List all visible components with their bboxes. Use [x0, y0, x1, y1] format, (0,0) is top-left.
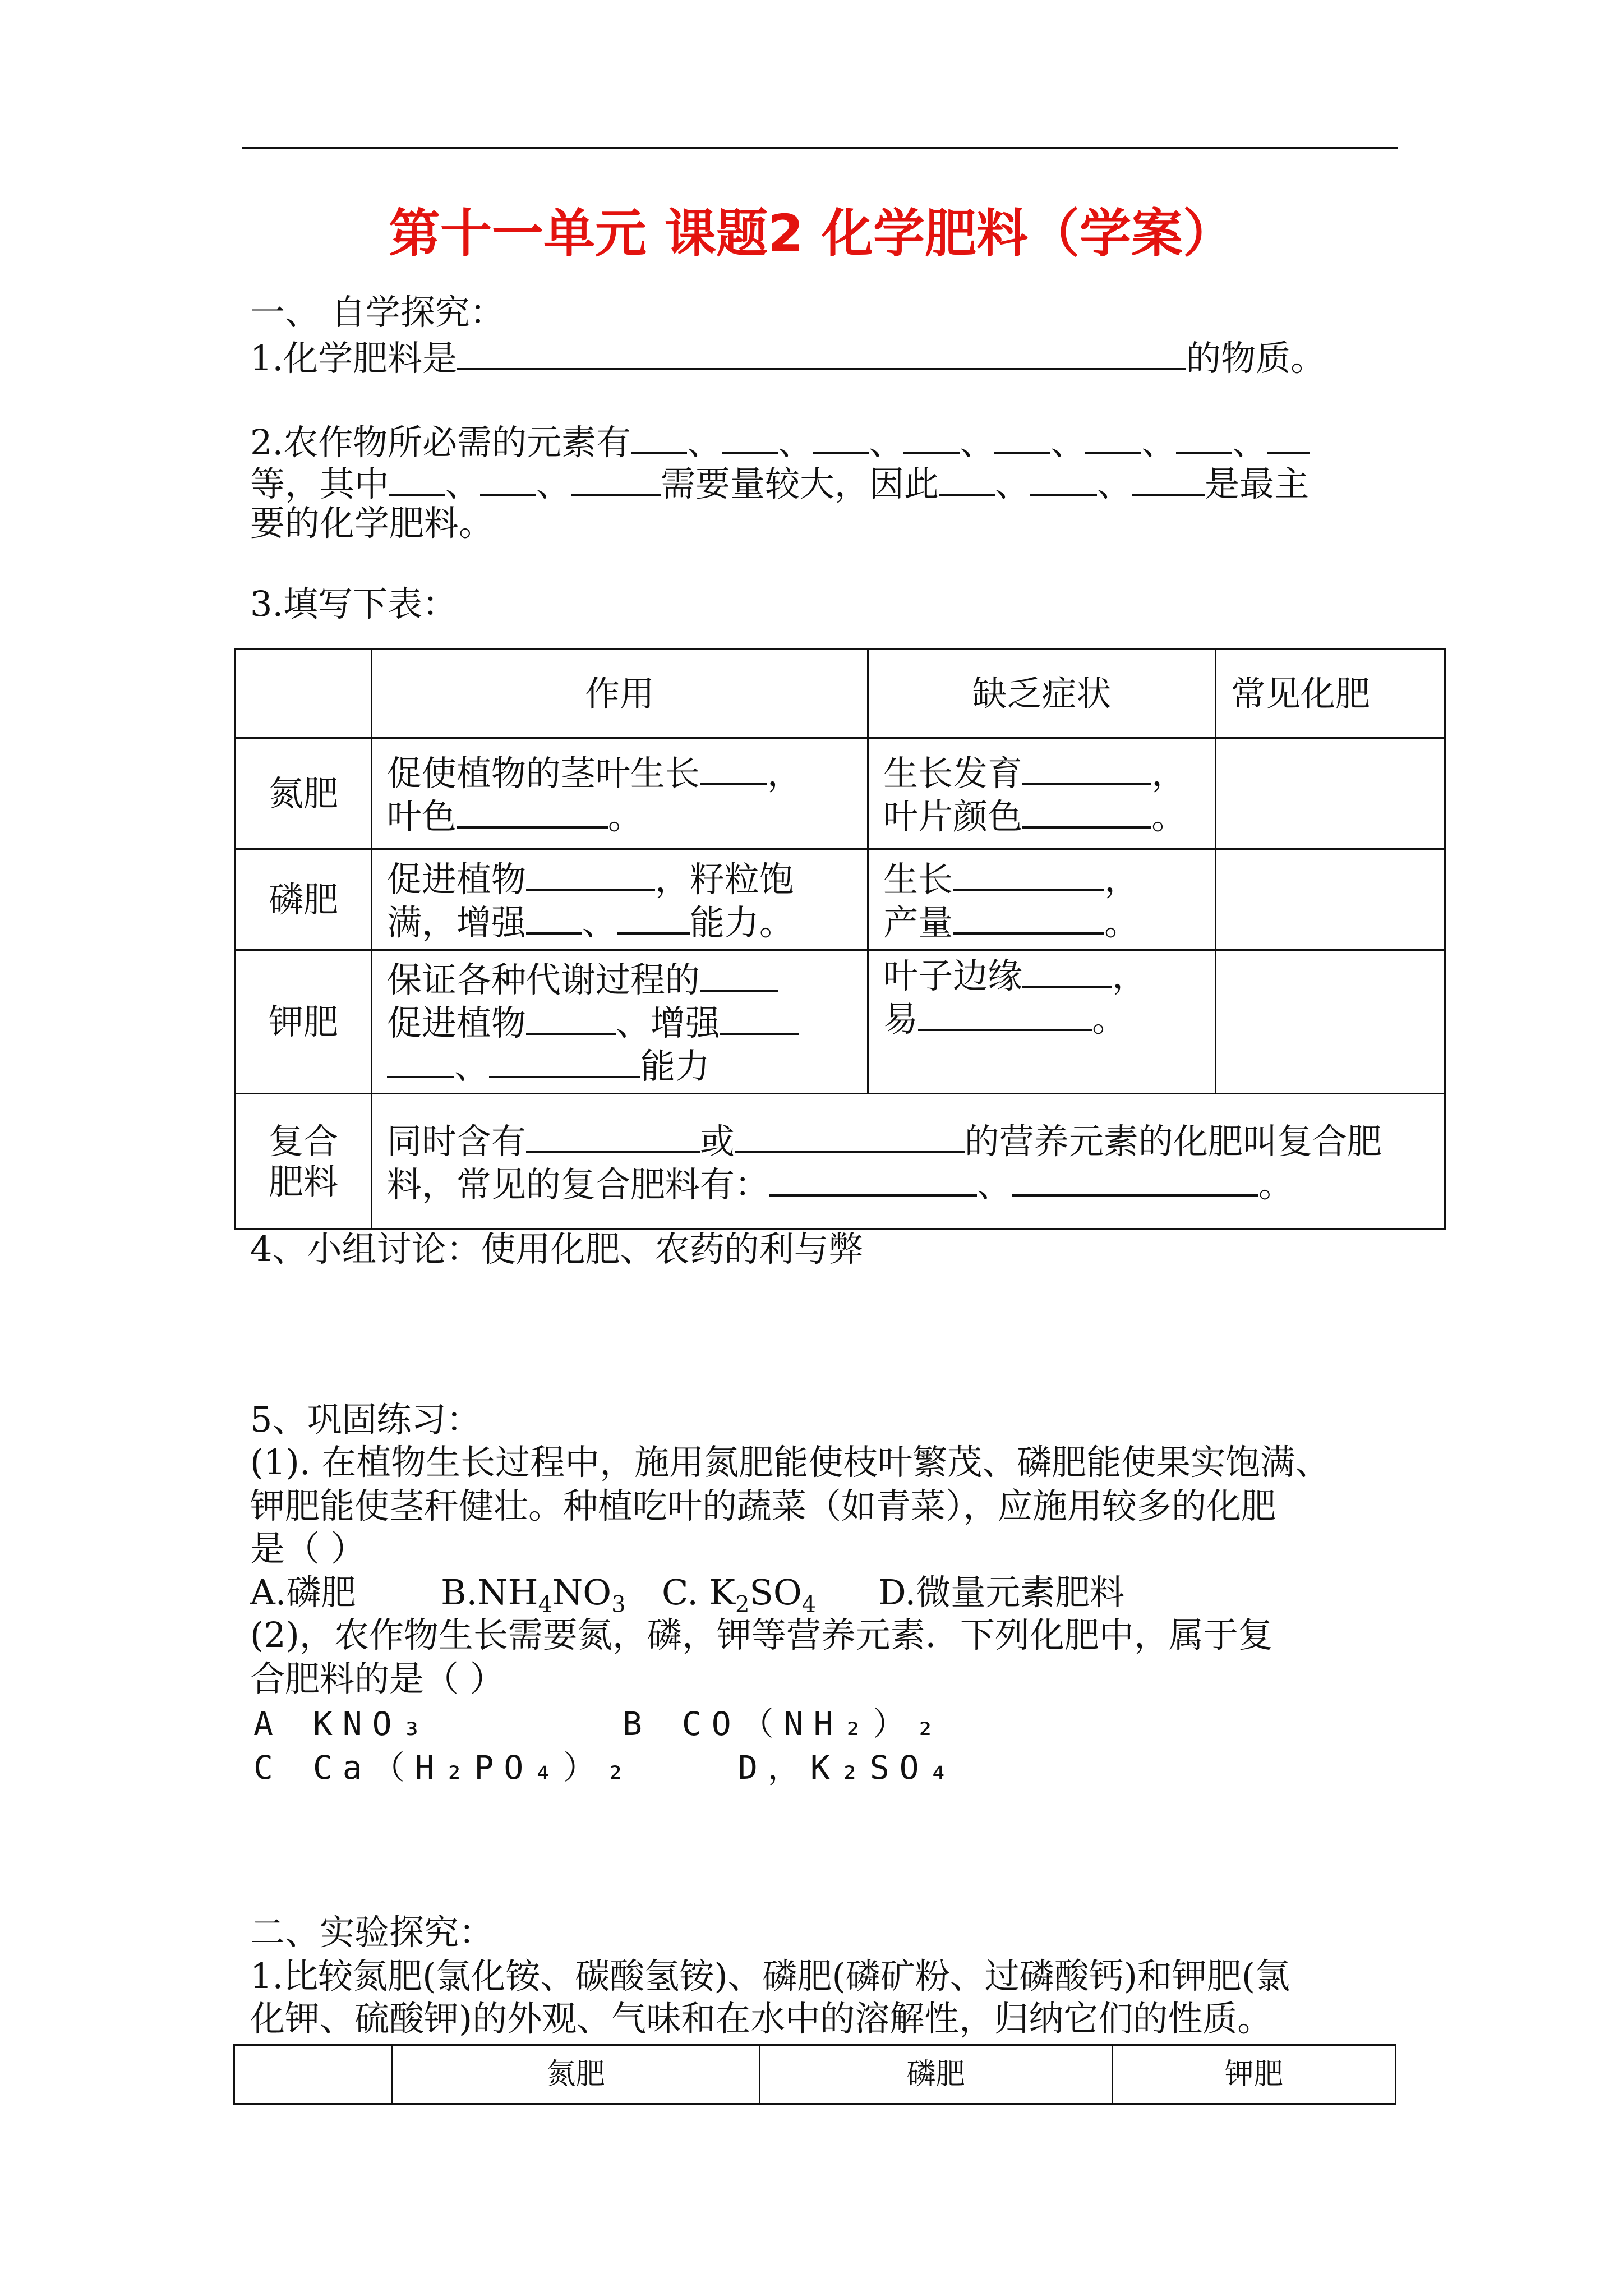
- nitrogen-effect-text: 叶色: [386, 795, 457, 837]
- nitrogen-symptom-cell: [868, 738, 1216, 849]
- phosphorus-effect-cell: [371, 849, 868, 950]
- page-title: 第十一单元 课题2 化学肥料（学案）: [388, 204, 1235, 264]
- table-row-phosphorus: [236, 849, 1445, 950]
- answer-blank[interactable]: [1176, 420, 1232, 454]
- answer-blank[interactable]: [389, 461, 445, 496]
- phosphorus-effect-text: ，籽粒饱: [654, 858, 794, 900]
- answer-blank[interactable]: [1085, 420, 1141, 454]
- experiment-header-nitrogen: 氮肥: [392, 2045, 759, 2104]
- subscript: 3: [611, 1591, 626, 1618]
- potassium-symptom-text: 易: [883, 999, 919, 1039]
- row-label-nitrogen: 氮肥: [236, 738, 372, 849]
- question-1: [250, 335, 1325, 379]
- q2-line1: 2.农作物所必需的元素有: [250, 422, 631, 463]
- nitrogen-effect-text: 促使植物的茎叶生长: [386, 752, 700, 794]
- answer-blank[interactable]: [722, 420, 778, 454]
- answer-blank[interactable]: [700, 751, 767, 785]
- answer-blank[interactable]: [571, 461, 661, 496]
- separator: 、: [536, 463, 571, 504]
- separator: 、: [1050, 422, 1086, 463]
- answer-blank[interactable]: [1267, 420, 1310, 454]
- potassium-effect-text: 能力: [640, 1046, 710, 1087]
- separator: 、: [995, 463, 1030, 504]
- table-row-nitrogen: [236, 738, 1445, 849]
- phosphorus-symptom-cell: [868, 849, 1216, 950]
- table-header-row: [236, 650, 1445, 738]
- separator: 、: [1232, 422, 1267, 463]
- experiment-table: [233, 2044, 1396, 2105]
- q1-suffix: 的物质。: [1186, 338, 1326, 379]
- potassium-symptom-cell: [868, 950, 1216, 1094]
- separator: 、: [1097, 463, 1132, 504]
- compound-text: 同时含有: [386, 1120, 526, 1162]
- separator: 、: [869, 422, 904, 463]
- punctuation: 。: [607, 795, 643, 837]
- experiment-1-line1: 1.比较氮肥(氯化铵、碳酸氢铵)、磷肥(磷矿粉、过磷酸钙)和钾肥(氯: [250, 1955, 1290, 1996]
- answer-blank[interactable]: [526, 1119, 700, 1153]
- experiment-table-header: [234, 2045, 1396, 2104]
- phosphorus-effect-text: 满，增强: [386, 901, 526, 943]
- answer-blank[interactable]: [939, 461, 995, 496]
- nitrogen-symptom-text: 叶片颜色: [883, 795, 1023, 837]
- table-row-potassium: [236, 950, 1445, 1094]
- answer-blank[interactable]: [526, 900, 582, 935]
- nitrogen-effect-cell: [371, 738, 868, 849]
- answer-blank[interactable]: [735, 1119, 965, 1153]
- question-2-line3: 要的化学肥料。: [250, 503, 494, 544]
- punctuation: 。: [1092, 999, 1127, 1039]
- answer-blank[interactable]: [1022, 751, 1151, 785]
- answer-blank[interactable]: [720, 1000, 799, 1035]
- answer-blank[interactable]: [631, 420, 687, 454]
- q2-line2-a: 等，其中: [250, 463, 390, 504]
- potassium-symptom-text: 叶子边缘: [883, 955, 1023, 996]
- answer-blank[interactable]: [457, 335, 1186, 370]
- row-label-compound-line1: 复合: [268, 1120, 338, 1162]
- header-rule: [242, 147, 1398, 149]
- answer-blank[interactable]: [994, 420, 1050, 454]
- exercise-2-option-c[interactable]: C Ca（H₂PO₄）₂: [253, 1749, 636, 1787]
- punctuation: 。: [1258, 1163, 1293, 1205]
- experiment-header-phosphorus: 磷肥: [759, 2045, 1112, 2104]
- option-text: SO: [749, 1572, 802, 1613]
- row-label-compound: [236, 1094, 372, 1230]
- section2-heading: 二、实验探究：: [250, 1912, 494, 1953]
- q2-line2-c: 是最主: [1205, 463, 1310, 504]
- nitrogen-common-cell[interactable]: [1215, 738, 1445, 849]
- answer-blank[interactable]: [953, 857, 1104, 891]
- exercise-1-option-d[interactable]: D.微量元素肥料: [878, 1572, 1125, 1613]
- row-label-phosphorus: 磷肥: [236, 849, 372, 950]
- subscript: 2: [735, 1591, 750, 1618]
- answer-blank[interactable]: [769, 1162, 977, 1197]
- punctuation: ，: [1151, 752, 1187, 794]
- compound-text: 料，常见的复合肥料有：: [386, 1163, 769, 1205]
- table-header-common: 常见化肥: [1215, 650, 1445, 738]
- exercise-2-line1: (2)，农作物生长需要氮，磷，钾等营养元素．下列化肥中，属于复: [250, 1614, 1273, 1655]
- answer-blank[interactable]: [489, 1043, 640, 1078]
- answer-blank[interactable]: [480, 461, 536, 496]
- answer-blank[interactable]: [1132, 461, 1205, 496]
- experiment-header-potassium: 钾肥: [1112, 2045, 1395, 2104]
- row-label-compound-line2: 肥料: [268, 1161, 338, 1202]
- experiment-header-empty: [234, 2045, 393, 2104]
- answer-blank[interactable]: [953, 900, 1104, 935]
- exercise-1-option-a[interactable]: A.磷肥: [250, 1572, 356, 1613]
- answer-blank[interactable]: [387, 1043, 454, 1078]
- exercise-1-line3: 是（ ）: [250, 1528, 366, 1569]
- punctuation: 、: [976, 1163, 1012, 1205]
- exercise-2-line2: 合肥料的是（ ）: [250, 1658, 505, 1699]
- punctuation: ，: [767, 752, 802, 794]
- nitrogen-symptom-text: 生长发育: [883, 752, 1023, 794]
- option-text: B.NH: [441, 1572, 538, 1613]
- exercise-2-option-a[interactable]: A KNO₃: [253, 1705, 432, 1743]
- separator: 、: [1141, 422, 1177, 463]
- answer-blank[interactable]: [813, 420, 869, 454]
- separator: 、: [445, 463, 481, 504]
- exercise-2-option-b[interactable]: B CO（NH₂）₂: [623, 1705, 946, 1743]
- question-3: 3.填写下表：: [250, 583, 458, 624]
- punctuation: 。: [1151, 795, 1187, 837]
- separator: 、: [778, 422, 813, 463]
- experiment-1-line2: 化钾、硫酸钾)的外观、气味和在水中的溶解性，归纳它们的性质。: [250, 1998, 1272, 2039]
- table-header-symptom: 缺乏症状: [868, 650, 1216, 738]
- compound-text: 的营养元素的化肥叫复合肥: [964, 1120, 1382, 1162]
- phosphorus-common-cell[interactable]: [1215, 849, 1445, 950]
- punctuation: ，: [1104, 858, 1140, 900]
- compound-text-cell: [371, 1094, 1445, 1230]
- answer-blank[interactable]: [617, 900, 690, 935]
- answer-blank[interactable]: [903, 420, 960, 454]
- subscript: 4: [538, 1591, 553, 1618]
- answer-blank[interactable]: [457, 794, 608, 829]
- answer-blank[interactable]: [526, 1000, 616, 1035]
- table-row-compound: [236, 1094, 1445, 1230]
- exercise-1-line2: 钾肥能使茎秆健壮。种植吃叶的蔬菜（如青菜），应施用较多的化肥: [250, 1485, 1276, 1526]
- potassium-common-cell[interactable]: [1215, 950, 1445, 1094]
- q2-line2-b: 需要量较大，因此: [661, 463, 939, 504]
- question-5-heading: 5、巩固练习：: [250, 1399, 481, 1440]
- compound-text: 或: [699, 1120, 735, 1162]
- potassium-effect-text: 保证各种代谢过程的: [386, 959, 700, 1000]
- table-header-effect: 作用: [371, 650, 868, 738]
- potassium-effect-text: 促进植物: [386, 1002, 526, 1043]
- exercise-2-option-d[interactable]: D，K₂SO₄: [738, 1749, 959, 1787]
- punctuation: 、: [582, 901, 617, 943]
- answer-blank[interactable]: [526, 857, 655, 891]
- exercise-1-option-c[interactable]: [662, 1572, 817, 1618]
- row-label-potassium: 钾肥: [236, 950, 372, 1094]
- exercise-1-option-b[interactable]: [441, 1572, 626, 1618]
- fertilizer-table: [234, 648, 1446, 1230]
- question-2-line2: [250, 461, 1309, 505]
- answer-blank[interactable]: [918, 996, 1092, 1031]
- potassium-effect-cell: [371, 950, 868, 1094]
- phosphorus-symptom-text: 产量: [883, 901, 953, 943]
- subscript: 4: [801, 1591, 817, 1618]
- q1-prefix: 1.化学肥料是: [250, 338, 458, 379]
- section1-heading: 一、 自学探究：: [250, 292, 505, 333]
- answer-blank[interactable]: [1022, 794, 1151, 829]
- answer-blank[interactable]: [1030, 461, 1097, 496]
- punctuation: 、: [454, 1046, 489, 1087]
- table-header-empty: [236, 650, 372, 738]
- question-4: 4、小组讨论：使用化肥、农药的利与弊: [250, 1228, 864, 1269]
- answer-blank[interactable]: [1022, 953, 1112, 988]
- answer-blank[interactable]: [700, 957, 778, 992]
- option-text: NO: [552, 1572, 612, 1613]
- separator: 、: [960, 422, 995, 463]
- answer-blank[interactable]: [1012, 1162, 1258, 1197]
- exercise-1-line1: (1). 在植物生长过程中，施用氮肥能使枝叶繁茂、磷肥能使果实饱满、: [250, 1442, 1330, 1483]
- option-text: C. K: [662, 1572, 735, 1613]
- punctuation: 。: [1104, 901, 1140, 943]
- phosphorus-effect-text: 促进植物: [386, 858, 526, 900]
- punctuation: ，: [1112, 955, 1147, 996]
- separator: 、: [687, 422, 722, 463]
- potassium-effect-text: 、增强: [615, 1002, 720, 1043]
- question-2-line1: [250, 420, 1310, 463]
- phosphorus-symptom-text: 生长: [883, 858, 953, 900]
- phosphorus-effect-text: 能力。: [689, 901, 794, 943]
